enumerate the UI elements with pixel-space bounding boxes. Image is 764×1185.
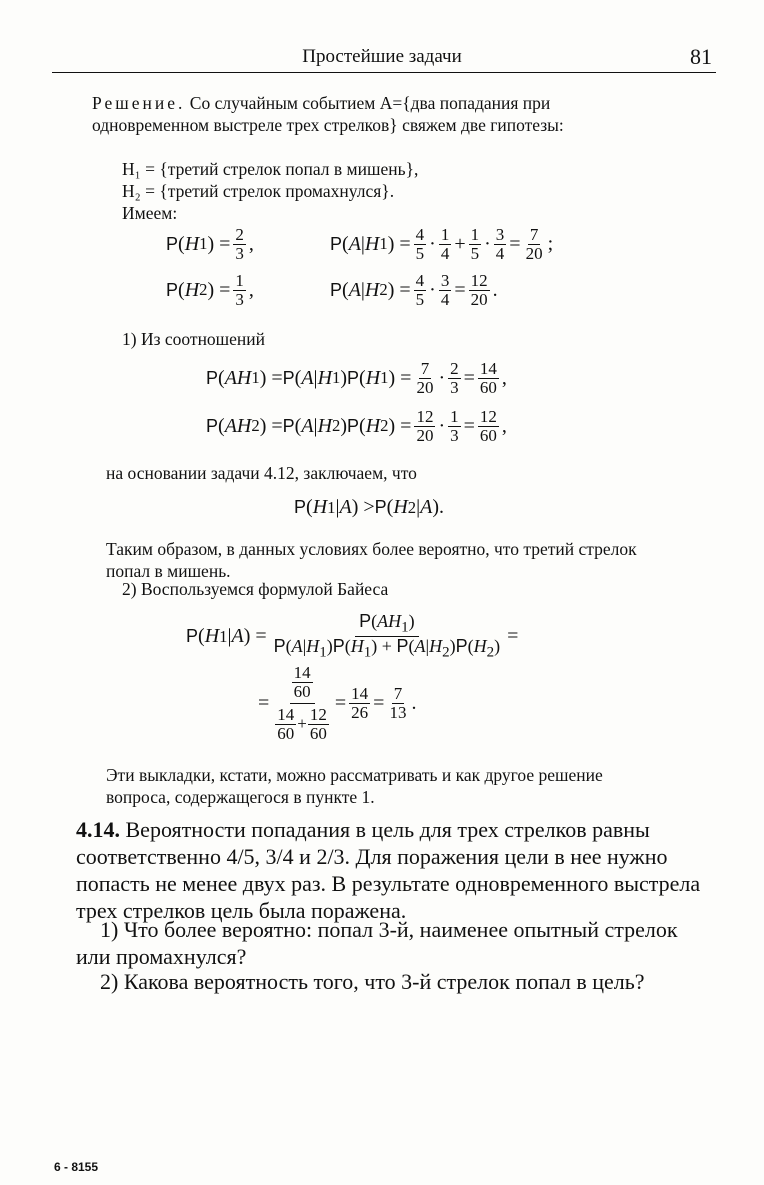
formula-p-h1: P ( H 1 ) = $\frac{2}{3}$ , [166, 225, 254, 263]
solution-intro-text: Со случайным событием A={два попадания при одновременном выстреле трех стрелков} свяжем две гипотезы: [92, 93, 564, 135]
question-1: 1) Что более вероятно: попал 3-й, наименее опытный стрелок или промахнулся? [76, 917, 678, 969]
formula-inequality: P ( H 1 | A ) > P ( H 2 | A ). [294, 496, 445, 518]
problem-text: Вероятности попадания в цель для трех стрелков равны соответственно 4/5, 3/4 и 2/3. Для поражения цели в нее нужно попасть не менее двух раз. В результате одновременного выстрела трех стрелков цель была поражена. [76, 817, 701, 923]
header-rule [52, 72, 716, 73]
signature-mark: 6 - 8155 [54, 1160, 99, 1174]
solution-label: Решение. [92, 93, 186, 113]
problem-number: 4.14. [76, 817, 120, 842]
formula-p-ah1: P ( AH 1 ) = P ( A | H 1 ) P ( H 1 ) = $\frac{7}{20}$ · $\frac{2}{3}$ = $\frac{14}{60}$ , [206, 359, 507, 397]
remark-text: Эти выкладки, кстати, можно рассматривать и как другое решение вопроса, содержащегося в пункте 1. [106, 765, 603, 807]
running-head: Простейшие задачи [302, 46, 462, 67]
hypothesis-h1: H₁ = {третий стрелок попал в мишень}, [122, 159, 419, 179]
formula-p-a-given-h2: P ( A | H 2 ) = $\frac{4}{5}$ · $\frac{3}{4}$ = $\frac{12}{20}$ . [330, 271, 498, 309]
hypothesis-h2: H₂ = {третий стрелок промахнулся}. [122, 181, 395, 201]
based-on-text: на основании задачи 4.12, заключаем, что [106, 463, 417, 483]
bayes-intro: 2) Воспользуемся формулой Байеса [122, 579, 389, 599]
step1-intro: 1) Из соотношений [122, 329, 266, 349]
formula-p-h2: P ( H 2 ) = $\frac{1}{3}$ , [166, 271, 254, 309]
conclusion-text: Таким образом, в данных условиях более вероятно, что третий стрелок попал в мишень. [106, 539, 637, 581]
formula-p-ah2: P ( AH 2 ) = P ( A | H 2 ) P ( H 2 ) = $\frac{12}{20}$ · $\frac{1}{3}$ = $\frac{12}{60}$ , [206, 407, 507, 445]
formula-bayes: P ( H 1 | A ) = $\frac{P(AH_1)}{P(A|H_1)P(H_1) + P(A|H_2)P(H_2)}$ = [186, 611, 519, 661]
have-label: Имеем: [122, 203, 178, 223]
formula-p-a-given-h1: P ( A | H 1 ) = $\frac{4}{5}$ · $\frac{1}{4}$ + $\frac{1}{5}$ · $\frac{3}{4}$ = $\frac{7}{20}$ ; [330, 225, 554, 263]
formula-bayes-result: = $\frac{14}{60}$ $\frac{14}{60}$ + $\frac{12}{60}$ = $\frac{14}{26}$ = $\frac{7}{13}$ . [258, 663, 417, 743]
solution-intro [92, 92, 657, 136]
page-number: 81 [690, 44, 712, 69]
problem-statement [76, 816, 715, 924]
question-2: 2) Какова вероятность того, что 3-й стрелок попал в цель? [100, 969, 645, 994]
